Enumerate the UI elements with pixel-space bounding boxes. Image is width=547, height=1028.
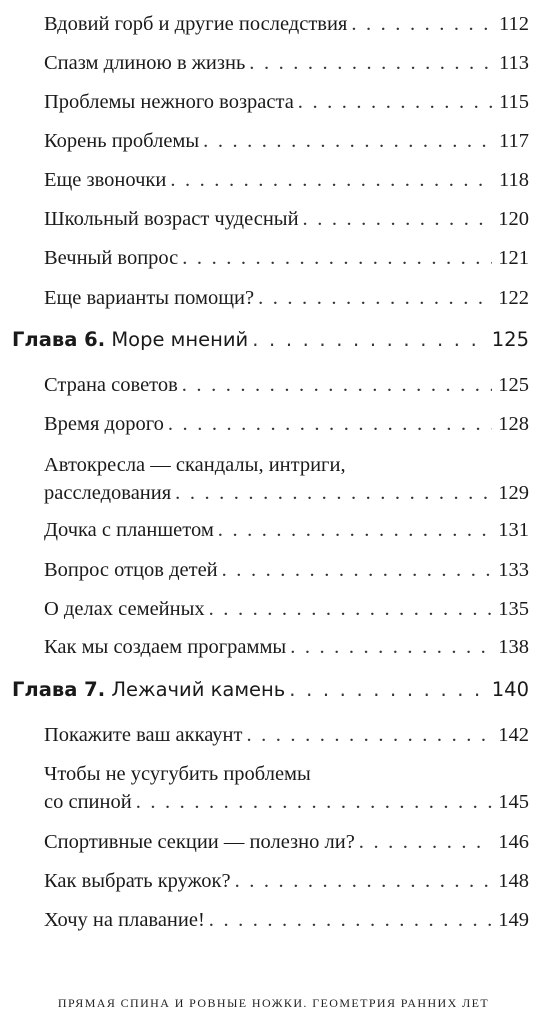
toc-entry-page: 149 — [498, 909, 529, 931]
toc-entry-title: О делах семейных — [44, 598, 205, 620]
toc-entry — [44, 166, 529, 194]
chapter-page: 125 — [491, 328, 529, 351]
dot-leader — [351, 10, 493, 38]
toc-entry-page: 112 — [499, 13, 529, 35]
dot-leader — [298, 88, 493, 116]
dot-leader — [209, 906, 492, 934]
dot-leader — [222, 556, 493, 584]
toc-entry-page: 142 — [498, 724, 529, 746]
dot-leader — [289, 676, 486, 704]
dot-leader — [303, 205, 493, 233]
toc-chapter-6 — [12, 326, 529, 354]
toc-entry-page: 113 — [499, 52, 529, 74]
toc-entry-title: Страна советов — [44, 374, 178, 396]
toc-entry-title: Хочу на плавание! — [44, 909, 205, 931]
chapter-page: 140 — [491, 678, 529, 701]
toc-entry — [44, 244, 529, 272]
toc-entry-page: 122 — [498, 287, 529, 309]
toc-entry-title: Корень проблемы — [44, 130, 200, 152]
toc-entry — [44, 88, 529, 116]
toc-entry-page: 131 — [498, 519, 529, 541]
chapter-title: Лежачий камень — [111, 678, 286, 701]
dot-leader — [203, 127, 493, 155]
dot-leader — [258, 284, 492, 312]
chapter-label: Глава 7. — [12, 678, 106, 701]
toc-entry-page: 135 — [498, 598, 529, 620]
toc-entry-page: 117 — [499, 130, 529, 152]
toc-entry — [44, 284, 529, 312]
toc-entry-page: 133 — [498, 559, 529, 581]
dot-leader — [136, 788, 493, 816]
dot-leader — [209, 595, 493, 623]
dot-leader — [218, 516, 492, 544]
toc-entry-title: Школьный возраст чудесный — [44, 208, 299, 230]
dot-leader — [235, 867, 493, 895]
dot-leader — [175, 479, 492, 507]
dot-leader — [182, 244, 492, 272]
dot-leader — [170, 166, 493, 194]
dot-leader — [182, 371, 492, 399]
toc-entry — [44, 410, 529, 438]
toc-entry — [44, 867, 529, 895]
toc-entry — [44, 10, 529, 38]
toc-entry-page: 128 — [498, 413, 529, 435]
toc-entry-page: 138 — [498, 636, 529, 658]
toc-entry — [44, 371, 529, 399]
toc-entry-title-line2: со спиной — [44, 791, 132, 813]
toc-entry-page: 118 — [499, 169, 529, 191]
toc-entry-title: Дочка с планшетом — [44, 519, 214, 541]
toc-entry — [44, 633, 529, 661]
toc-entry-page: 146 — [498, 831, 529, 853]
toc-entry — [44, 516, 529, 544]
toc-entry-page: 125 — [498, 374, 529, 396]
toc-entry-title: Спазм длиною в жизнь — [44, 52, 246, 74]
toc-entry-page: 129 — [498, 482, 529, 504]
chapter-label: Глава 6. — [12, 328, 106, 351]
toc-entry — [44, 828, 529, 856]
chapter-title: Море мнений — [111, 328, 249, 351]
toc-entry-page: 148 — [498, 870, 529, 892]
toc-entry-page: 121 — [498, 247, 529, 269]
toc-entry-title: Еще варианты помощи? — [44, 287, 255, 309]
toc-entry-title-line2: расследования — [44, 482, 172, 504]
toc-entry-page: 145 — [498, 791, 529, 813]
toc-entry-title: Еще звоночки — [44, 169, 167, 191]
toc-entry-title: Спортивные секции — полезно ли? — [44, 831, 355, 853]
toc-entry-title: Вдовий горб и другие последствия — [44, 13, 348, 35]
toc-entry — [44, 49, 529, 77]
dot-leader — [359, 828, 492, 856]
dot-leader — [168, 410, 492, 438]
toc-entry-page: 120 — [498, 208, 529, 230]
toc-entry — [44, 595, 529, 623]
toc-entry-title-line1: Чтобы не усугубить проблемы — [44, 763, 311, 785]
dot-leader — [246, 721, 492, 749]
toc-entry — [44, 205, 529, 233]
toc-entry — [44, 451, 529, 507]
toc-entry-title: Вечный вопрос — [44, 247, 179, 269]
toc-entry-title: Как мы создаем программы — [44, 636, 287, 658]
toc-entry — [44, 760, 529, 816]
toc-entry-title: Покажите ваш аккаунт — [44, 724, 243, 746]
toc-entry-title: Вопрос отцов детей — [44, 559, 218, 581]
toc-entry — [44, 721, 529, 749]
dot-leader — [252, 326, 486, 354]
toc-entry — [44, 556, 529, 584]
toc-entry-page: 115 — [499, 91, 529, 113]
toc-entry-title-line1: Автокресла — скандалы, интриги, — [44, 454, 346, 476]
toc-entry-title: Проблемы нежного возраста — [44, 91, 294, 113]
dot-leader — [290, 633, 492, 661]
toc-entry-title: Как выбрать кружок? — [44, 870, 231, 892]
toc-chapter-7 — [12, 676, 529, 704]
toc-entry — [44, 906, 529, 934]
dot-leader — [249, 49, 493, 77]
toc-entry — [44, 127, 529, 155]
toc-entry-title: Время дорого — [44, 413, 164, 435]
running-footer: ПРЯМАЯ СПИНА И РОВНЫЕ НОЖКИ. ГЕОМЕТРИЯ РАННИХ ЛЕТ — [57, 996, 490, 1010]
